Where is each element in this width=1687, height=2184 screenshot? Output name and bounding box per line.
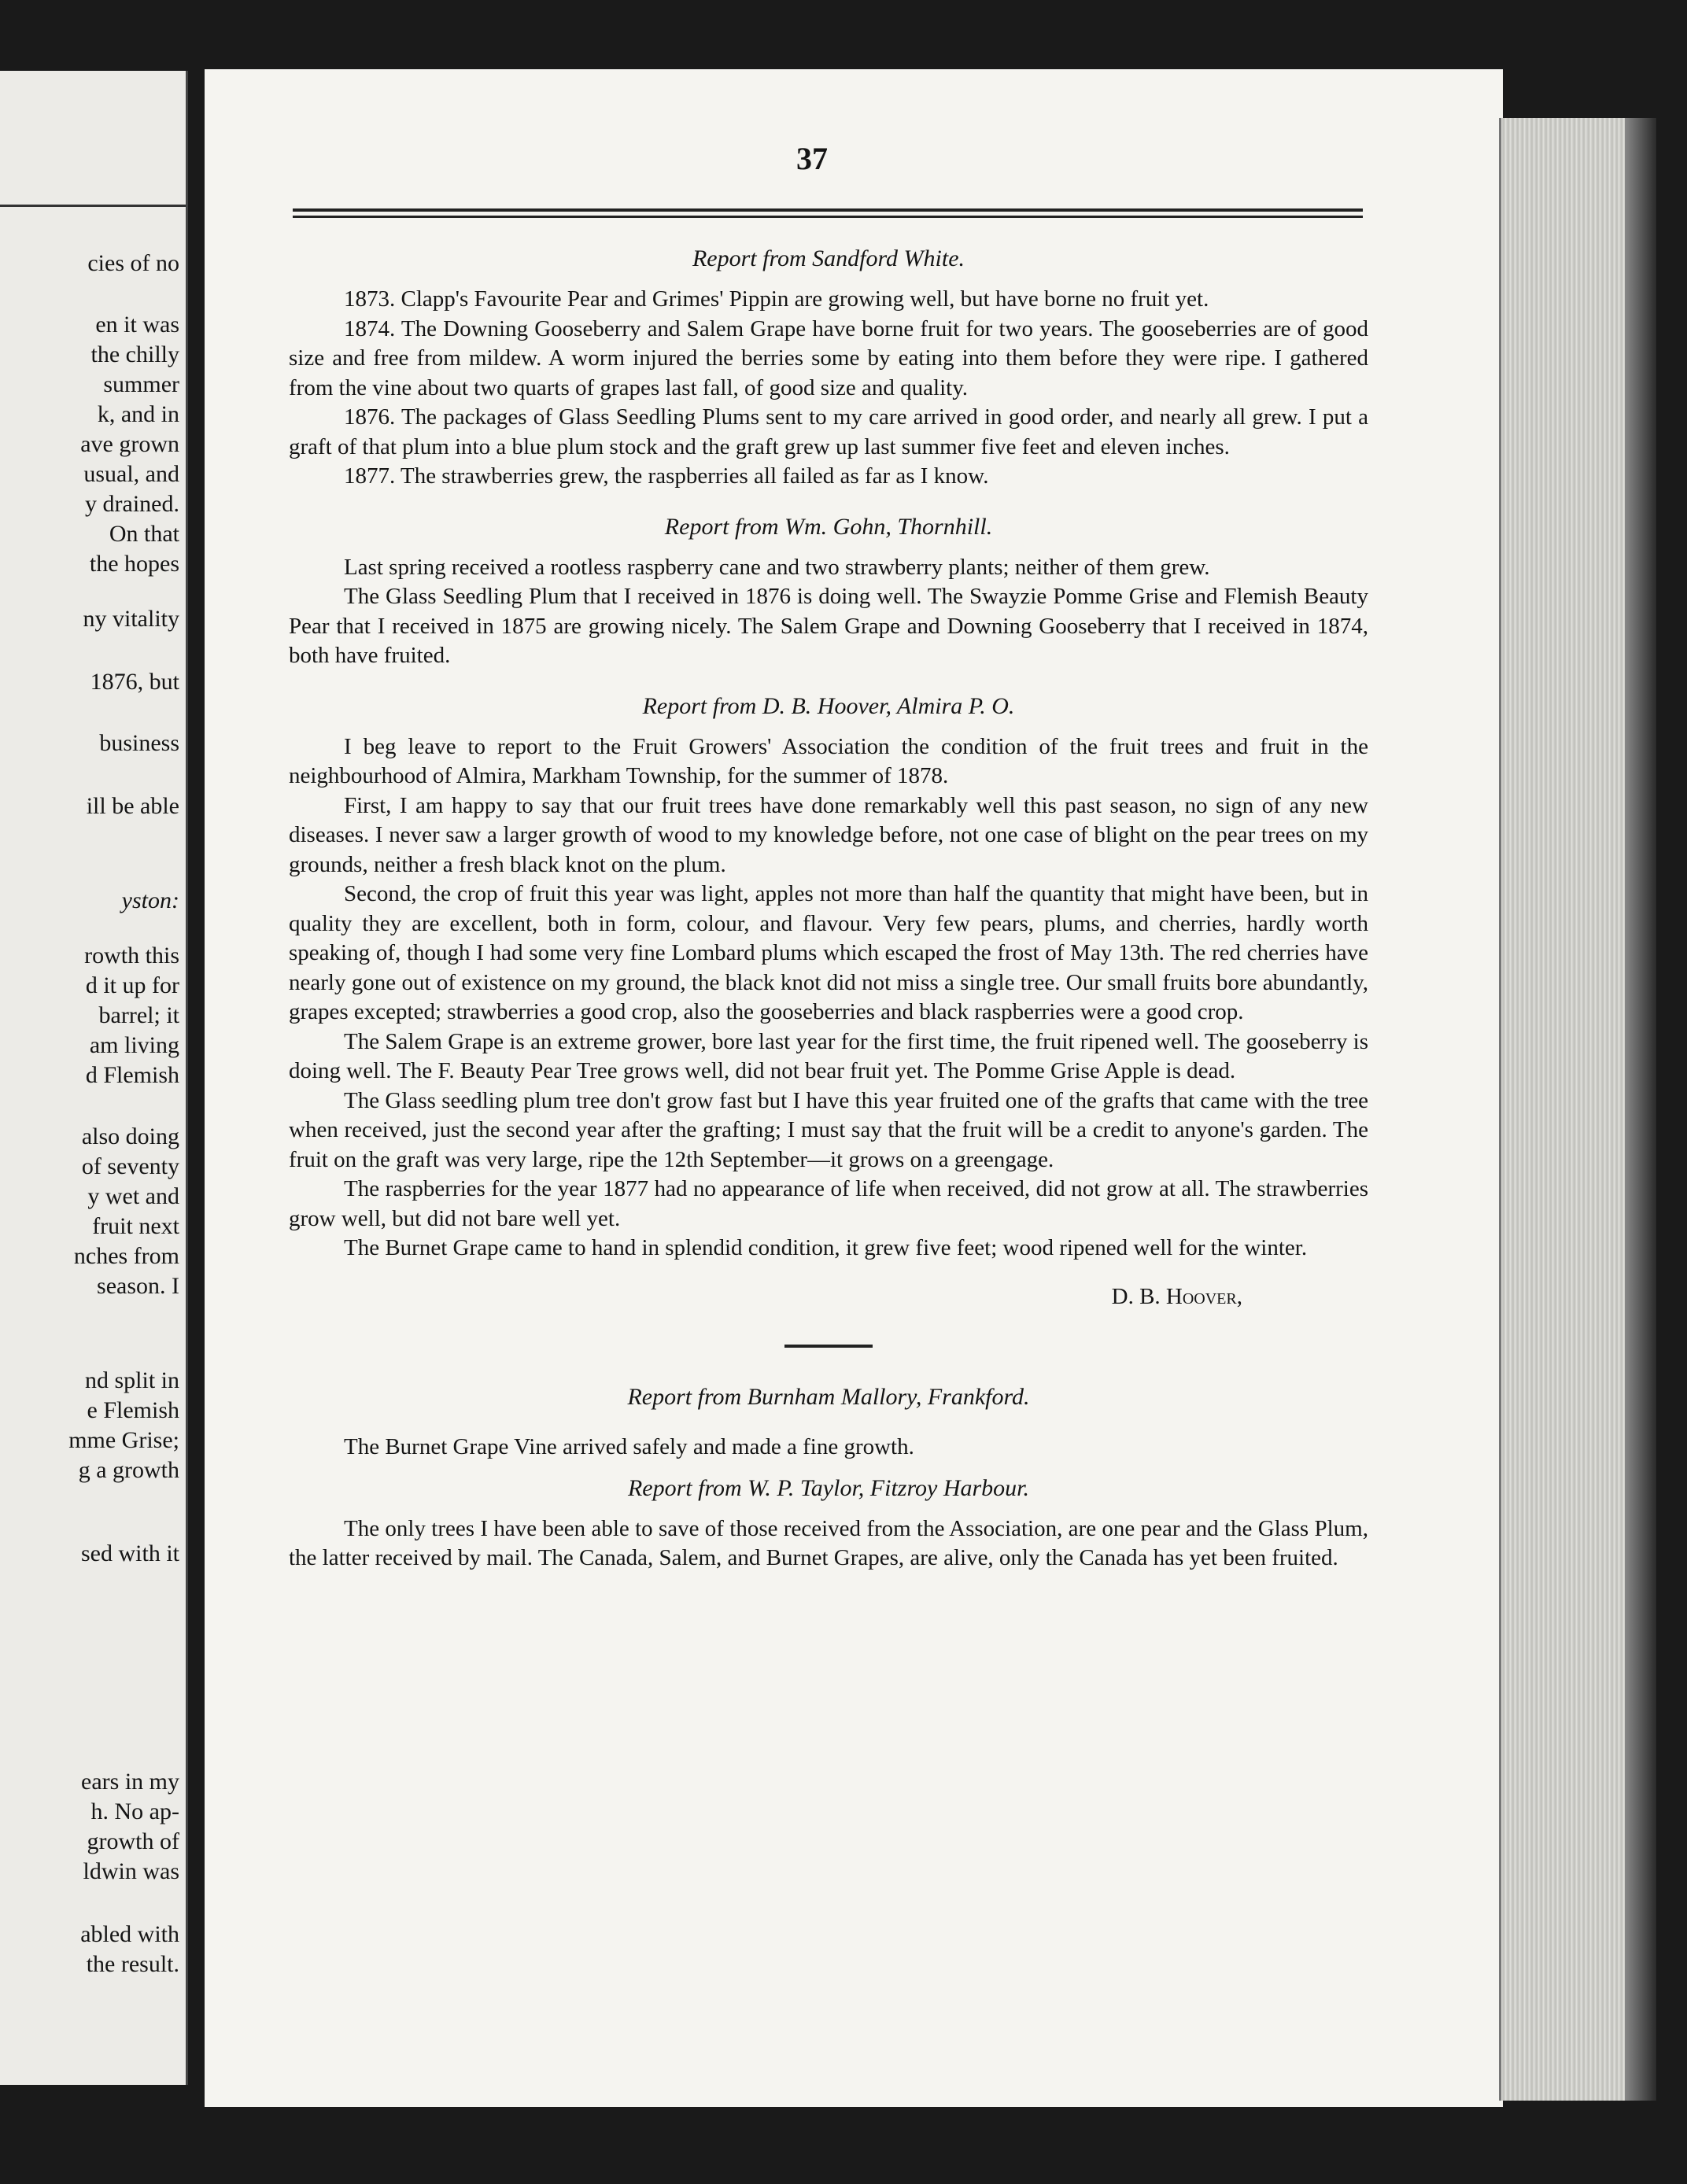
- left-fragment: growth of: [87, 1828, 179, 1854]
- book-page-edges: [1499, 118, 1627, 2101]
- left-fragment: en it was: [95, 312, 179, 338]
- left-fragment: the chilly: [90, 341, 179, 367]
- paragraph: The Glass seedling plum tree don't grow fast but I have this year fruited one of the grafts that came with the tree when received, just the second year after the grafting; I must say that the fruit will be a credit to anyone's garden. The fruit on the graft was very large, ripe the 12th September—it grows on a greengage.: [289, 1087, 1368, 1172]
- left-fragment: ave grown: [80, 431, 179, 457]
- report-burnham-mallory: [289, 1382, 1368, 1463]
- left-fragment: also doing: [81, 1123, 179, 1149]
- left-fragment: y wet and: [87, 1183, 179, 1209]
- left-fragment: sed with it: [81, 1540, 179, 1566]
- section-heading: Report from Sandford White.: [692, 245, 965, 271]
- section-separator-rule: [784, 1345, 873, 1348]
- left-fragment: yston:: [121, 887, 179, 913]
- left-fragment: barrel; it: [98, 1002, 179, 1028]
- left-fragment: ears in my: [81, 1769, 179, 1795]
- left-fragment: business: [99, 730, 179, 756]
- paragraph: Second, the crop of fruit this year was light, apples not more than half the quantity that might have been, but in quality they are excellent, both in form, colour, and flavour. Very few pears, plums, and cherries, hardly worth speaking of, though I had some very fine Lombard plums which escaped the frost of May 13th. The red cherries have nearly gone out of existence on my ground, the black knot did not miss a single tree. Our small fruits bore abundantly, grapes excepted; strawberries a good crop, also the gooseberries and black raspberries were a good crop.: [289, 881, 1368, 1024]
- paragraph: Last spring received a rootless raspberry cane and two strawberry plants; neither of them grew.: [344, 554, 1210, 580]
- previous-page-strip: [0, 71, 188, 2085]
- report-d-b-hoover: [289, 692, 1368, 1312]
- paragraph: 1876. The packages of Glass Seedling Plums sent to my care arrived in good order, and nearly all grew. I put a graft of that plum into a blue plum stock and the graft grew up last summer five feet and eleven inches.: [289, 404, 1368, 459]
- left-fragment: rowth this: [84, 943, 179, 968]
- paragraph: 1873. Clapp's Favourite Pear and Grimes' Pippin are growing well, but have borne no fruit yet.: [344, 286, 1209, 312]
- left-fragment: ny vitality: [83, 606, 179, 632]
- section-heading: Report from W. P. Taylor, Fitzroy Harbour.: [627, 1474, 1030, 1501]
- left-fragment: fruit next: [92, 1213, 179, 1239]
- report-wm-gohn: [289, 512, 1368, 671]
- paragraph: 1874. The Downing Gooseberry and Salem Grape have borne fruit for two years. The gooseberries are of good size and free from mildew. A worm injured the berries some by eating into them before they were ripe. I gathered from the vine about two quarts of grapes last fall, of good size and quality.: [289, 315, 1368, 400]
- paragraph: The only trees I have been able to save of those received from the Association, are one pear and the Glass Plum, the latter received by mail. The Canada, Salem, and Burnet Grapes, are alive, only the Canada has yet been fruited.: [289, 1515, 1368, 1570]
- page-body: [289, 244, 1368, 1573]
- paragraph: The Glass Seedling Plum that I received in 1876 is doing well. The Swayzie Pomme Grise and Flemish Beauty Pear that I received in 1875 are growing nicely. The Salem Grape and Downing Gooseberry that I received in 1874, both have fruited.: [289, 584, 1368, 668]
- book-edge-shadow: [1625, 118, 1656, 2101]
- left-fragment: y drained.: [85, 491, 179, 517]
- paragraph: 1877. The strawberries grew, the raspberries all failed as far as I know.: [344, 463, 989, 489]
- left-fragment: am living: [89, 1032, 179, 1058]
- left-fragment: summer: [103, 371, 179, 397]
- left-fragment: d Flemish: [85, 1062, 179, 1088]
- left-fragment: usual, and: [83, 461, 179, 487]
- left-fragment: On that: [109, 521, 179, 547]
- left-fragment: h. No ap-: [90, 1798, 179, 1824]
- signature: D. B. Hoover,: [1111, 1283, 1242, 1309]
- left-fragment: 1876, but: [90, 669, 179, 695]
- left-fragment: the hopes: [89, 551, 179, 577]
- left-fragment: k, and in: [97, 401, 179, 427]
- left-fragment: ill be able: [86, 793, 179, 819]
- paragraph: The Salem Grape is an extreme grower, bore last year for the first time, the fruit ripened well. The gooseberry is doing well. The F. Beauty Pear Tree grows well, did not bear fruit yet. The Pomme Grise Apple is dead.: [289, 1028, 1368, 1083]
- paragraph: The Burnet Grape Vine arrived safely and made a fine growth.: [344, 1434, 914, 1459]
- previous-page-rule: [0, 205, 186, 207]
- paragraph: I beg leave to report to the Fruit Growers' Association the condition of the fruit trees and fruit in the neighbourhood of Almira, Markham Township, for the summer of 1878.: [289, 733, 1368, 788]
- report-sandford-white: [289, 244, 1368, 492]
- left-fragment: e Flemish: [87, 1397, 179, 1423]
- left-fragment: of seventy: [81, 1153, 179, 1179]
- paragraph: The Burnet Grape came to hand in splendid condition, it grew five feet; wood ripened well for the winter.: [344, 1235, 1308, 1260]
- paragraph: The raspberries for the year 1877 had no appearance of life when received, did not grow at all. The strawberries grow well, but did not bare well yet.: [289, 1176, 1368, 1231]
- left-fragment: the result.: [86, 1951, 179, 1977]
- paragraph: First, I am happy to say that our fruit trees have done remarkably well this past season, no sign of any new diseases. I never saw a larger growth of wood to my knowledge before, not one case of blight on the pear trees on my grounds, neither a fresh black knot on the plum.: [289, 792, 1368, 877]
- section-heading: Report from D. B. Hoover, Almira P. O.: [642, 692, 1015, 719]
- section-heading: Report from Wm. Gohn, Thornhill.: [664, 513, 993, 540]
- left-fragment: g a growth: [78, 1457, 179, 1483]
- left-fragment: nches from: [73, 1243, 179, 1269]
- left-fragment: ldwin was: [83, 1858, 179, 1884]
- left-fragment: cies of no: [87, 250, 179, 276]
- left-fragment: season. I: [97, 1273, 179, 1299]
- section-heading: Report from Burnham Mallory, Frankford.: [627, 1384, 1030, 1410]
- left-fragment: abled with: [80, 1921, 179, 1947]
- left-fragment: d it up for: [85, 972, 179, 998]
- left-fragment: mme Grise;: [68, 1427, 179, 1453]
- page-number: 37: [796, 141, 828, 176]
- header-rule: [293, 208, 1363, 218]
- left-fragment: nd split in: [84, 1367, 179, 1393]
- report-w-p-taylor: [289, 1474, 1368, 1573]
